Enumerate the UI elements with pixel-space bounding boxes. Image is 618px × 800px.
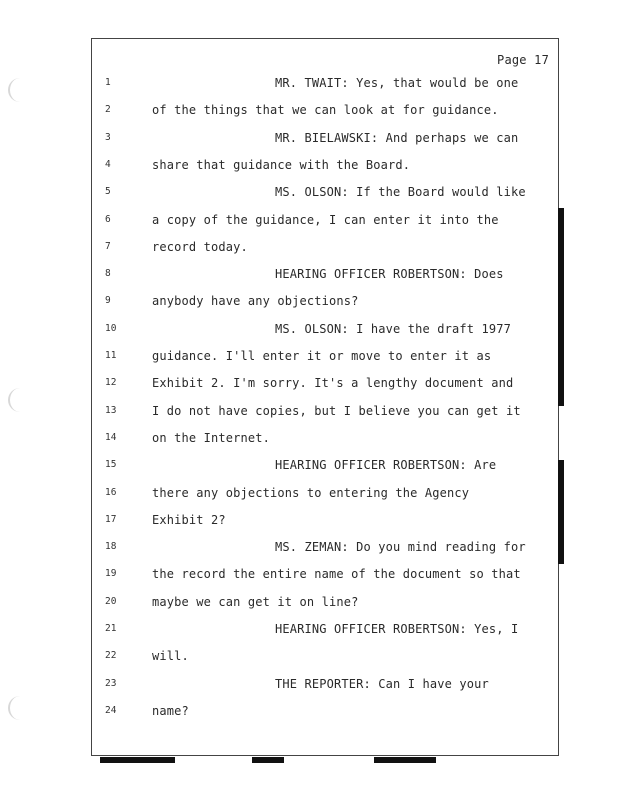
- line-number: 16: [105, 486, 117, 498]
- line-text: share that guidance with the Board.: [152, 157, 411, 172]
- punch-hole-middle: [8, 388, 26, 412]
- line-number: 3: [105, 131, 111, 143]
- punch-hole-bottom: [8, 696, 26, 720]
- line-number: 6: [105, 213, 111, 225]
- transcript-line: [92, 403, 558, 419]
- punch-hole-top: [8, 78, 26, 102]
- line-number: 10: [105, 322, 117, 334]
- line-text: HEARING OFFICER ROBERTSON: Does: [275, 267, 504, 282]
- transcript-line: [92, 566, 558, 582]
- bottom-bar-middle: [252, 757, 284, 763]
- transcript-line: [92, 348, 558, 364]
- line-text: THE REPORTER: Can I have your: [275, 676, 489, 691]
- transcript-line: [92, 184, 558, 200]
- line-number: 22: [105, 650, 117, 662]
- line-number: 21: [105, 623, 117, 634]
- line-number: 7: [105, 240, 111, 252]
- line-number: 11: [105, 350, 117, 361]
- line-text: on the Internet.: [152, 430, 270, 445]
- line-number: 1: [105, 77, 111, 88]
- line-number: 24: [105, 704, 117, 716]
- transcript-line: [92, 703, 558, 719]
- line-number: 5: [105, 186, 111, 198]
- transcript-line: [92, 594, 558, 610]
- transcript-line: [92, 430, 558, 446]
- line-text: maybe we can get it on line?: [152, 594, 359, 609]
- line-text: MS. ZEMAN: Do you mind reading for: [275, 540, 526, 555]
- line-text: HEARING OFFICER ROBERTSON: Are: [275, 458, 497, 473]
- transcript-line: [92, 375, 558, 391]
- line-text: MS. OLSON: If the Board would like: [275, 185, 526, 200]
- line-text: record today.: [152, 239, 248, 254]
- transcript-line: [92, 293, 558, 309]
- line-number: 19: [105, 568, 117, 580]
- line-text: anybody have any objections?: [152, 294, 359, 309]
- transcript-line: [92, 485, 558, 501]
- page-number: Page 17: [497, 53, 549, 67]
- line-text: Exhibit 2?: [152, 512, 226, 527]
- line-number: 23: [105, 677, 117, 689]
- line-text: guidance. I'll enter it or move to enter it as: [152, 349, 492, 363]
- line-number: 15: [105, 459, 117, 471]
- line-text: HEARING OFFICER ROBERTSON: Yes, I: [275, 622, 519, 636]
- transcript-page: [91, 38, 559, 756]
- line-text: I do not have copies, but I believe you can get it: [152, 403, 521, 418]
- transcript-line: [92, 457, 558, 473]
- bottom-bar-right: [374, 757, 436, 763]
- transcript-line: [92, 266, 558, 282]
- line-text: of the things that we can look at for guidance.: [152, 103, 499, 118]
- transcript-line: [92, 212, 558, 228]
- margin-bar-lower: [558, 460, 564, 564]
- line-text: a copy of the guidance, I can enter it into the: [152, 212, 499, 227]
- line-number: 4: [105, 158, 111, 170]
- transcript-line: [92, 102, 558, 118]
- bottom-bar-left: [100, 757, 175, 763]
- line-number: 14: [105, 431, 117, 443]
- transcript-line: [92, 648, 558, 664]
- line-text: MR. TWAIT: Yes, that would be one: [275, 76, 519, 90]
- transcript-line: [92, 676, 558, 692]
- line-number: 18: [105, 541, 117, 553]
- transcript-line: [92, 321, 558, 337]
- line-text: name?: [152, 703, 189, 718]
- transcript-line: [92, 539, 558, 555]
- transcript-line: [92, 157, 558, 173]
- line-text: MR. BIELAWSKI: And perhaps we can: [275, 130, 519, 145]
- line-text: the record the entire name of the document so that: [152, 567, 521, 582]
- transcript-line: [92, 130, 558, 146]
- line-number: 9: [105, 295, 111, 307]
- transcript-line: [92, 75, 558, 91]
- line-number: 8: [105, 268, 111, 280]
- line-number: 20: [105, 595, 117, 607]
- line-text: there any objections to entering the Agency: [152, 485, 470, 500]
- line-number: 2: [105, 104, 111, 116]
- line-number: 13: [105, 404, 117, 416]
- transcript-line: [92, 621, 558, 637]
- margin-bar-upper: [558, 208, 564, 406]
- line-number: 17: [105, 513, 117, 525]
- line-text: will.: [152, 649, 189, 664]
- transcript-line: [92, 512, 558, 528]
- transcript-line: [92, 239, 558, 255]
- line-text: Exhibit 2. I'm sorry. It's a lengthy document and: [152, 376, 514, 391]
- line-text: MS. OLSON: I have the draft 1977: [275, 321, 511, 336]
- line-number: 12: [105, 377, 117, 389]
